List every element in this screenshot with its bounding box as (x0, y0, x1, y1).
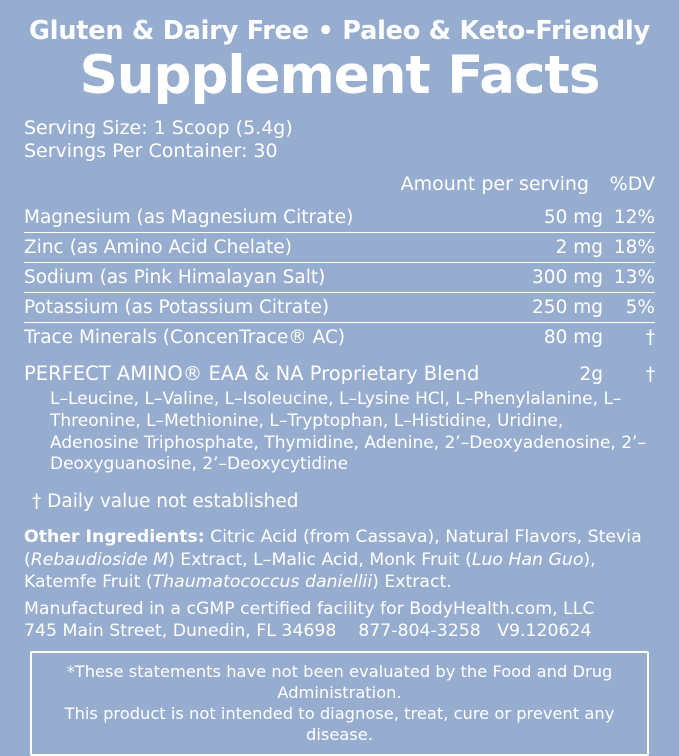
nutrient-amount: 50 mg (543, 207, 603, 229)
address-line (24, 620, 655, 642)
nutrition-table (24, 203, 655, 352)
nutrient-amount: 300 mg (500, 263, 603, 293)
amount-header-row (24, 173, 655, 195)
table-row (24, 263, 655, 293)
version-code: V9.120624 (497, 621, 592, 642)
nutrient-dv: 12% (613, 207, 655, 229)
nutrient-dv: 18% (603, 233, 655, 263)
servings-per-container: Servings Per Container: 30 (24, 140, 278, 163)
nutrient-name: Magnesium (as Magnesium Citrate) (24, 207, 354, 229)
nutrient-amount: 80 mg (500, 323, 603, 353)
nutrient-dv: 13% (603, 263, 655, 293)
table-row (24, 323, 655, 353)
daily-value-note: † Daily value not established (32, 491, 299, 513)
other-ingredients-italic-1: Rebaudioside M (30, 549, 169, 570)
tagline: Gluten & Dairy Free • Paleo & Keto-Friendly (29, 16, 650, 46)
nutrient-name: Zinc (as Amino Acid Chelate) (24, 233, 500, 263)
table-row (24, 233, 655, 263)
other-ingredients-label: Other Ingredients: (24, 527, 205, 548)
nutrient-amount: 250 mg (500, 293, 603, 323)
blend-name: PERFECT AMINO® EAA & NA Proprietary Blend (24, 362, 480, 386)
nutrient-amount: 2 mg (500, 233, 603, 263)
other-ingredients-text-2: ) Extract, L–Malic Acid, Monk Fruit ( (168, 549, 472, 570)
blend-row (24, 358, 655, 389)
other-ingredients-italic-2: Luo Han Guo (471, 549, 584, 570)
phone-number: 877-804-3258 (358, 621, 481, 642)
manufacturer-info (24, 596, 655, 643)
blend-ingredients: L–Leucine, L–Valine, L–Isoleucine, L–Lysine HCl, L–Phenylalanine, L–Threonine, L–Methionine, L–Tryptophan, L–Histidine, Uridine, Adenosine Triphosphate, Thymidine, Adenine, 2’–Deoxyadenosine, 2’–Deoxyguanosine, 2’–Deoxycytidine (50, 389, 646, 475)
page-title: Supplement Facts (79, 45, 600, 106)
nutrient-dv: † (603, 323, 655, 353)
nutrient-name: Potassium (as Potassium Citrate) (24, 293, 500, 323)
nutrient-name: Sodium (as Pink Himalayan Salt) (24, 263, 500, 293)
manufactured-line: Manufactured in a cGMP certified facility for BodyHealth.com, LLC (24, 598, 595, 619)
other-ingredients-text-1: Citric Acid (from Cassava), Natural Flavors, Stevia ( (24, 527, 642, 570)
blend-dv: † (645, 364, 655, 386)
amount-per-serving-label: Amount per serving (400, 173, 589, 196)
other-ingredients-italic-3: Thaumatococcus daniellii (152, 572, 373, 593)
serving-info (24, 117, 655, 165)
table-row (24, 203, 655, 233)
blend-amount: 2g (579, 364, 603, 386)
disclaimer-line-1: *These statements have not been evaluated by the Food and Drug Administration. (66, 661, 613, 702)
nutrient-dv: 5% (603, 293, 655, 323)
nutrient-name: Trace Minerals (ConcenTrace® AC) (24, 323, 500, 353)
other-ingredients (24, 523, 655, 595)
proprietary-blend-table (24, 358, 655, 389)
other-ingredients-text-4: ) Extract. (372, 572, 452, 593)
table-row (24, 293, 655, 323)
disclaimer-line-2: This product is not intended to diagnose, treat, cure or prevent any disease. (64, 703, 615, 745)
fda-disclaimer (30, 651, 649, 756)
daily-value-label: %DV (609, 173, 655, 196)
address: 745 Main Street, Dunedin, FL 34698 (24, 621, 337, 642)
serving-size: Serving Size: 1 Scoop (5.4g) (24, 116, 293, 139)
other-ingredients-text-3: ), Katemfe Fruit ( (24, 549, 596, 593)
